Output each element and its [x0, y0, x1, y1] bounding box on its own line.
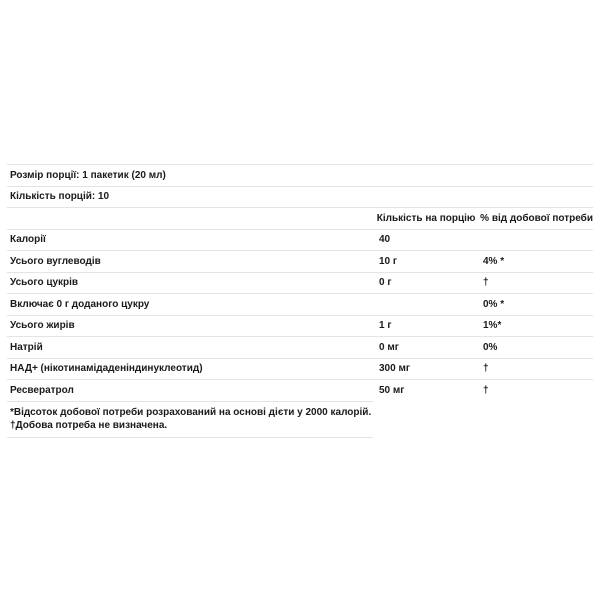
nutrient-daily-value: † [483, 277, 489, 289]
table-row [7, 293, 593, 315]
nutrient-name: Усього вуглеводів [10, 255, 101, 267]
footnotes [7, 401, 373, 438]
nutrient-amount: 50 мг [379, 384, 405, 396]
table-row [7, 229, 593, 251]
footnote-daily-value: *Відсоток добової потреби розрахований на основі дієти у 2000 калорій. [10, 406, 372, 418]
nutrient-amount: 0 г [379, 277, 392, 289]
nutrient-amount: 0 мг [379, 341, 399, 353]
nutrient-name: Ресвератрол [10, 384, 74, 396]
table-row [7, 250, 593, 272]
nutrient-daily-value: 0% * [483, 298, 505, 310]
nutrient-name: Калорії [10, 234, 46, 246]
table-row [7, 272, 593, 294]
table-header-row [7, 207, 593, 229]
nutrient-name: Усього жирів [10, 320, 75, 332]
nutrient-name: НАД+ (нікотинамідаденіндинуклеотид) [10, 363, 203, 375]
header-amount: Кількість на порцію [376, 212, 476, 224]
nutrient-amount: 40 [379, 234, 391, 246]
servings-count-text: Кількість порцій: 10 [10, 191, 110, 203]
nutrient-amount: 300 мг [379, 363, 411, 375]
servings-count-row [7, 186, 593, 208]
table-row [7, 336, 593, 358]
serving-size-text: Розмір порції: 1 пакетик (20 мл) [10, 169, 166, 181]
nutrient-name: Усього цукрів [10, 277, 79, 289]
table-row [7, 358, 593, 380]
nutrient-name: Включає 0 г доданого цукру [10, 298, 150, 310]
nutrient-daily-value: † [483, 384, 489, 396]
header-daily-value: % від добової потреби [480, 212, 593, 224]
nutrient-amount: 10 г [379, 255, 398, 267]
table-row [7, 315, 593, 337]
footnote-not-established: †Добова потреба не визначена. [10, 419, 168, 431]
nutrient-amount: 1 г [379, 320, 392, 332]
nutrient-daily-value: 4% * [483, 255, 505, 267]
table-row [7, 379, 593, 401]
supplement-facts-table [7, 164, 593, 438]
nutrient-name: Натрій [10, 341, 43, 353]
nutrient-daily-value: 0% [483, 341, 498, 353]
nutrient-daily-value: 1%* [483, 320, 502, 332]
nutrient-daily-value: † [483, 363, 489, 375]
serving-size-row [7, 164, 593, 186]
